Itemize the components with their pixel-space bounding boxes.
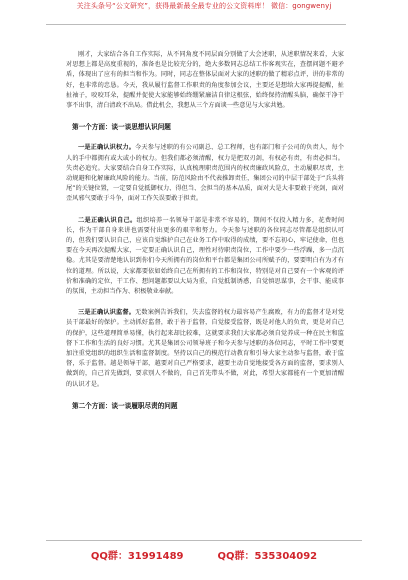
point-lead-1: 一是正确认识权力。 bbox=[78, 144, 136, 152]
point-text-1: 今天参与述职的有公司副总、总工程师，也有部门和子公司的负责人，每个人的手中都拥有或大或小的权力。但我们都必须清醒，权力是把双刃剑，有权必有责，有责必担当。失责必追究。大家要结合自身工作实际，认真梳理职责范围内的权责廉政风险点，主动履职尽责，主动规避和化解廉政风险的能力。当前，防范风险由不代表推卸责任，集团公司的中层干部处于“兵头将尾”的关键位置，一定要自觉抵御权力、得但当、会担当的基本品质，面对大是大非要敢于亮剑，面对歪风邪气要敢于斗争，面对工作矢误要敢于担责。 bbox=[66, 144, 345, 203]
section-heading-2: 第二个方面：谈一谈履职尽责的问题 bbox=[72, 401, 178, 410]
document-body bbox=[66, 50, 344, 422]
point-lead-3: 三是正确认识监督。 bbox=[78, 309, 136, 317]
point-paragraph-2 bbox=[66, 216, 344, 298]
point-paragraph-3 bbox=[66, 308, 344, 390]
footer-qq-group-1: QQ群：31991489 bbox=[90, 551, 184, 562]
footer-qq-group-2: QQ群：535304092 bbox=[217, 551, 318, 562]
point-lead-2: 二是正确认识自己。 bbox=[78, 216, 137, 224]
footer-bar bbox=[46, 540, 362, 562]
point-text-3: 无数案例告诉我们，失去监督的权力最容易产生腐败，有力的监督才是对党员干部最好的保护。主动抓好监督，敢于善于监督，自觉接受监督，既是对他人的负责，更是对自己的保护，这些道理简单易懂，执行起来却比较难，这就要求我们大家都必须自觉养成一种在民主和监督下工作和生活的良好习惯。尤其是集团公司领导班子和今天参与述职的各位同志，平时工作中要更加注重党组织的组织生活和监督制度。坚持以自己的模范行动教育和引导大家主动参与监督，敢于监督，乐于监督。越是领导干部，越要对自己严格要求，越要主动自觉地接受各方面的监督，要求别人做到的，自己首先做到，要求别人不做的，自己首先带头不做，对此，希望大家都能有一个更加清醒的认识才是。 bbox=[66, 309, 345, 388]
banner-text: 关注头条号“公文研究”，获得最新最全最专业的公文资料库！ 微信：gongwenyj bbox=[76, 2, 332, 10]
intro-paragraph: 刚才，大家结合各自工作实际，从不同角度不同层面分别做了大会述职，从述职情况来看，大家对思想上都是高度重视的，准备也是比较充分的，绝大多数同志总结工作客观实在，查摆问题不避矛盾，体现出了应有的担当和作为。同时，同志在整体层面对大家的述职的做了精彩点评，讲的非常的好，也非常的忠恳。今天，我从履行监督工作职责的角度参加会议，主要还是想给大家再提提醒，扯扯袖子，咬咬耳朵，提醒并促使大家能够始终绷紧廉洁自律这根弦，始终保持清醒头脑，确保干净干事不出事，清白清政不出局。借此机会，我想从三个方面谈一些意见与大家共勉。 bbox=[66, 51, 344, 110]
point-paragraph-1 bbox=[66, 143, 344, 204]
section-heading-1: 第一个方面：谈一谈思想认识问题 bbox=[72, 123, 171, 132]
header-rule bbox=[46, 24, 346, 25]
point-text-2: 组织培养一名领导干部是非常不容易的，期间不仅投入精力多，花费时间长，作为干部自身来讲也需要付出更多的艰辛和努力。今天参与述职的各位同志尽管都是组织认可的，但我们要认识自己，应该自觉维护自己在业务工作中取得的成绩，要不忘初心，牢记使命，但也要在今天再次提醒大家，一定要正确认识自己，理性对待职责岗位，工作中要少一些浮躁，多一点沉稳。尤其是要清楚地认识到你们今天所拥有的岗位和平台都是集团公司所赋予的，要要明白有为才有位的道理。所以说，大家都要依如始终自己在所拥有的工作和岗位，特别是对自己要有一个客观的评价和准确的定位，干工作、想问题都要以大局为重，自觉抵制诱惑，自觉慎思谋事，会干事、能成事的氛围，主动担当作为、积极敬业奉献。 bbox=[66, 216, 345, 296]
header-banner bbox=[0, 2, 408, 11]
